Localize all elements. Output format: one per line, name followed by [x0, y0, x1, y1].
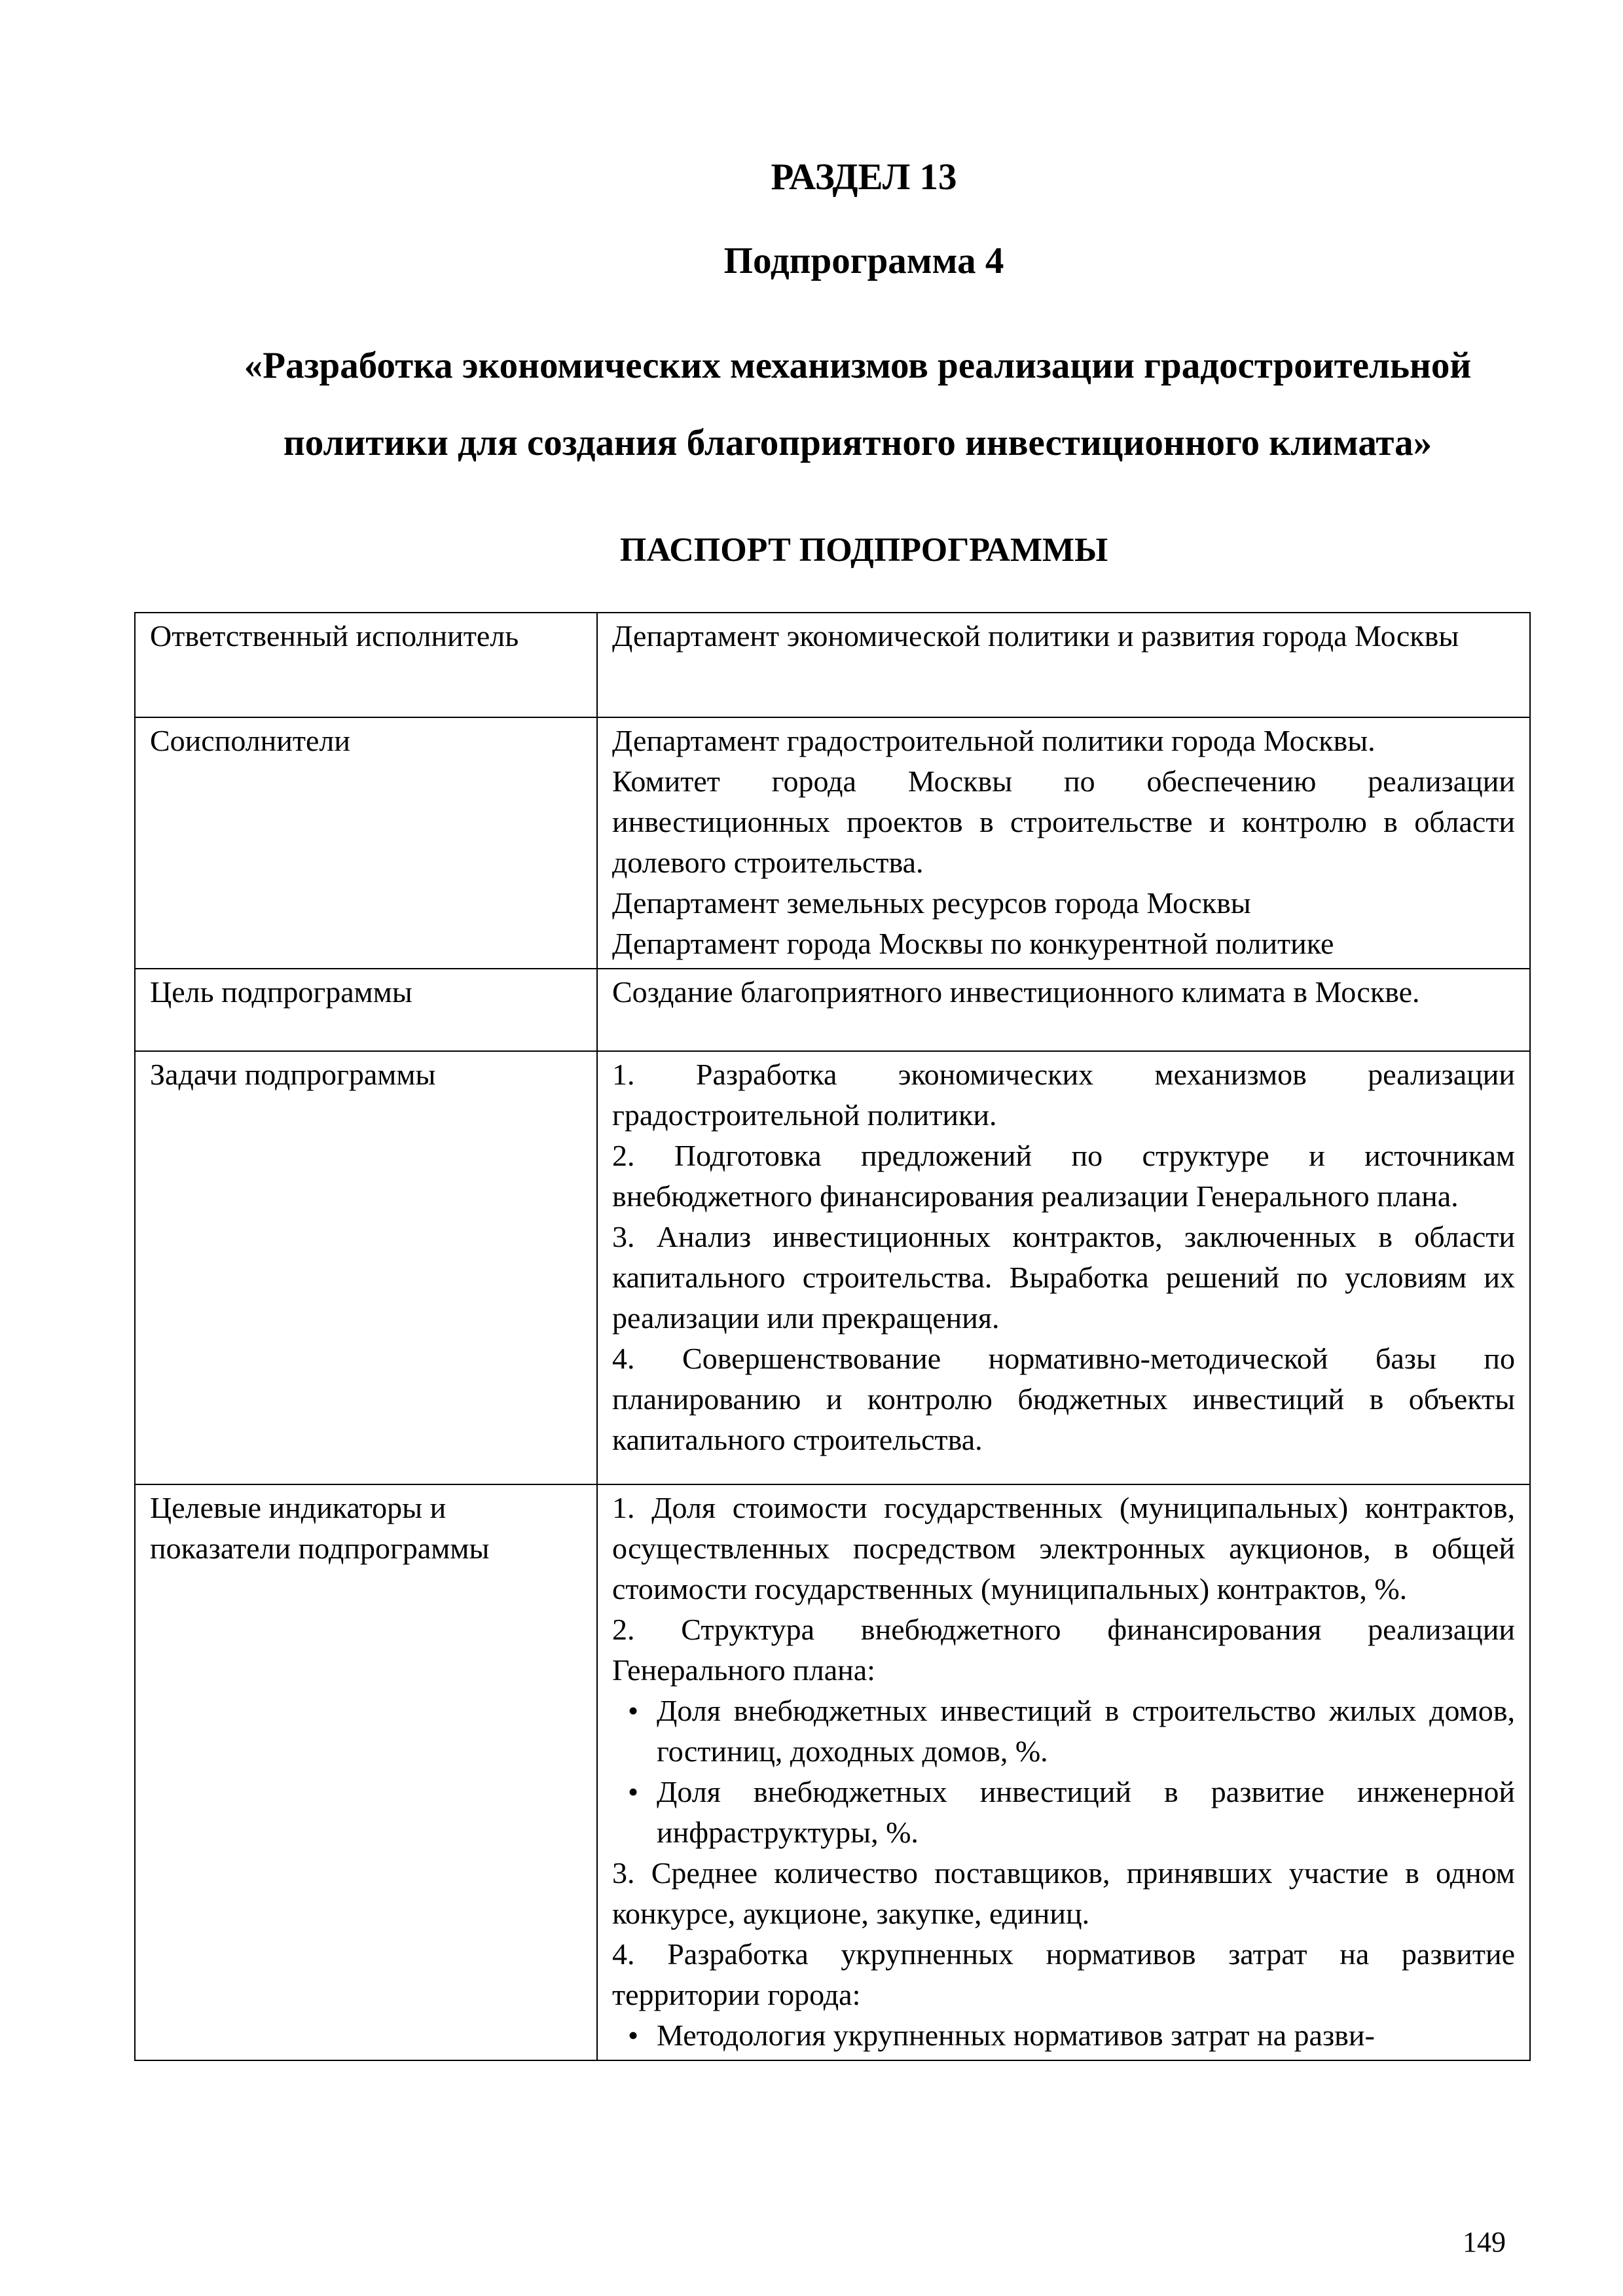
- bullet-text: Доля внебюджетных инвестиций в развитие инженерной инфраструктуры, %.: [657, 1775, 1515, 1849]
- goal-value: Создание благоприятного инвестиционного климата в Москве.: [597, 969, 1530, 1051]
- subprogram-title: Подпрограмма 4: [723, 240, 1004, 281]
- indicator-bullet-list: [612, 1691, 1515, 1853]
- coexecutor-item: Комитет города Москвы по обеспечению реализации инвестиционных проектов в строительстве и контролю в области долевого строительства.: [612, 764, 1515, 879]
- coexecutors-label: Соисполнители: [135, 717, 597, 969]
- bullet-text: Методология укрупненных нормативов затрат на разви-: [657, 2018, 1375, 2052]
- responsible-value: Департамент экономической политики и развития города Москвы: [597, 613, 1530, 717]
- goal-label: Цель подпрограммы: [135, 969, 597, 1051]
- bullet-icon: •: [628, 1694, 639, 1727]
- indicator-item: 1. Доля стоимости государственных (муниципальных) контрактов, осуществленных посредством электронных аукционов, в общей стоимости государственных (муниципальных) контрактов, %.: [612, 1491, 1515, 1605]
- tasks-value: [597, 1051, 1530, 1484]
- indicator-item: 4. Разработка укрупненных нормативов затрат на развитие территории города:: [612, 1937, 1515, 2011]
- indicator-bullet-list: [612, 2015, 1515, 2056]
- coexecutor-item: Департамент градостроительной политики города Москвы.: [612, 724, 1376, 757]
- table-row-indicators: [135, 1484, 1530, 2060]
- bullet-icon: •: [628, 2018, 639, 2052]
- table-row-responsible: [135, 613, 1530, 717]
- bullet-icon: •: [628, 1775, 639, 1808]
- subprogram-name: «Разработка экономических механизмов реализации градостроительной политики для создания благоприятного инвестиционного климата»: [244, 345, 1472, 463]
- table-row-coexecutors: [135, 717, 1530, 969]
- task-item: 4. Совершенствование нормативно-методической базы по планированию и контролю бюджетных инвестиций в объекты капитального строительства.: [612, 1342, 1515, 1456]
- indicator-item: 3. Среднее количество поставщиков, принявших участие в одном конкурсе, аукционе, закупке, единиц.: [612, 1856, 1515, 1930]
- coexecutors-value: [597, 717, 1530, 969]
- indicators-value: [597, 1484, 1530, 2060]
- table-row-tasks: [135, 1051, 1530, 1484]
- tasks-label: Задачи подпрограммы: [135, 1051, 597, 1484]
- responsible-label: Ответственный исполнитель: [135, 613, 597, 717]
- indicator-item: 2. Структура внебюджетного финансирования реализации Генерального плана:: [612, 1613, 1515, 1687]
- section-title: РАЗДЕЛ 13: [771, 156, 957, 198]
- task-item: 2. Подготовка предложений по структуре и источникам внебюджетного финансирования реализации Генерального плана.: [612, 1139, 1515, 1213]
- bullet-text: Доля внебюджетных инвестиций в строительство жилых домов, гостиниц, доходных домов, %.: [657, 1694, 1515, 1768]
- passport-title: ПАСПОРТ ПОДПРОГРАММЫ: [619, 531, 1108, 569]
- page-number: 149: [1463, 2226, 1506, 2258]
- task-item: 1. Разработка экономических механизмов реализации градостроительной политики.: [612, 1058, 1515, 1132]
- indicator-bullet-item: [612, 1691, 1515, 1772]
- passport-table: [134, 612, 1531, 2061]
- indicators-label: Целевые индикаторы и показатели подпрограммы: [135, 1484, 597, 2060]
- table-row-goal: [135, 969, 1530, 1051]
- indicator-bullet-item: [612, 2015, 1515, 2056]
- coexecutor-item: Департамент города Москвы по конкурентной политике: [612, 927, 1334, 960]
- task-item: 3. Анализ инвестиционных контрактов, заключенных в области капитального строительства. Выработка решений по условиям их реализации или прекращения.: [612, 1220, 1515, 1335]
- coexecutor-item: Департамент земельных ресурсов города Москвы: [612, 886, 1251, 920]
- indicator-bullet-item: [612, 1772, 1515, 1853]
